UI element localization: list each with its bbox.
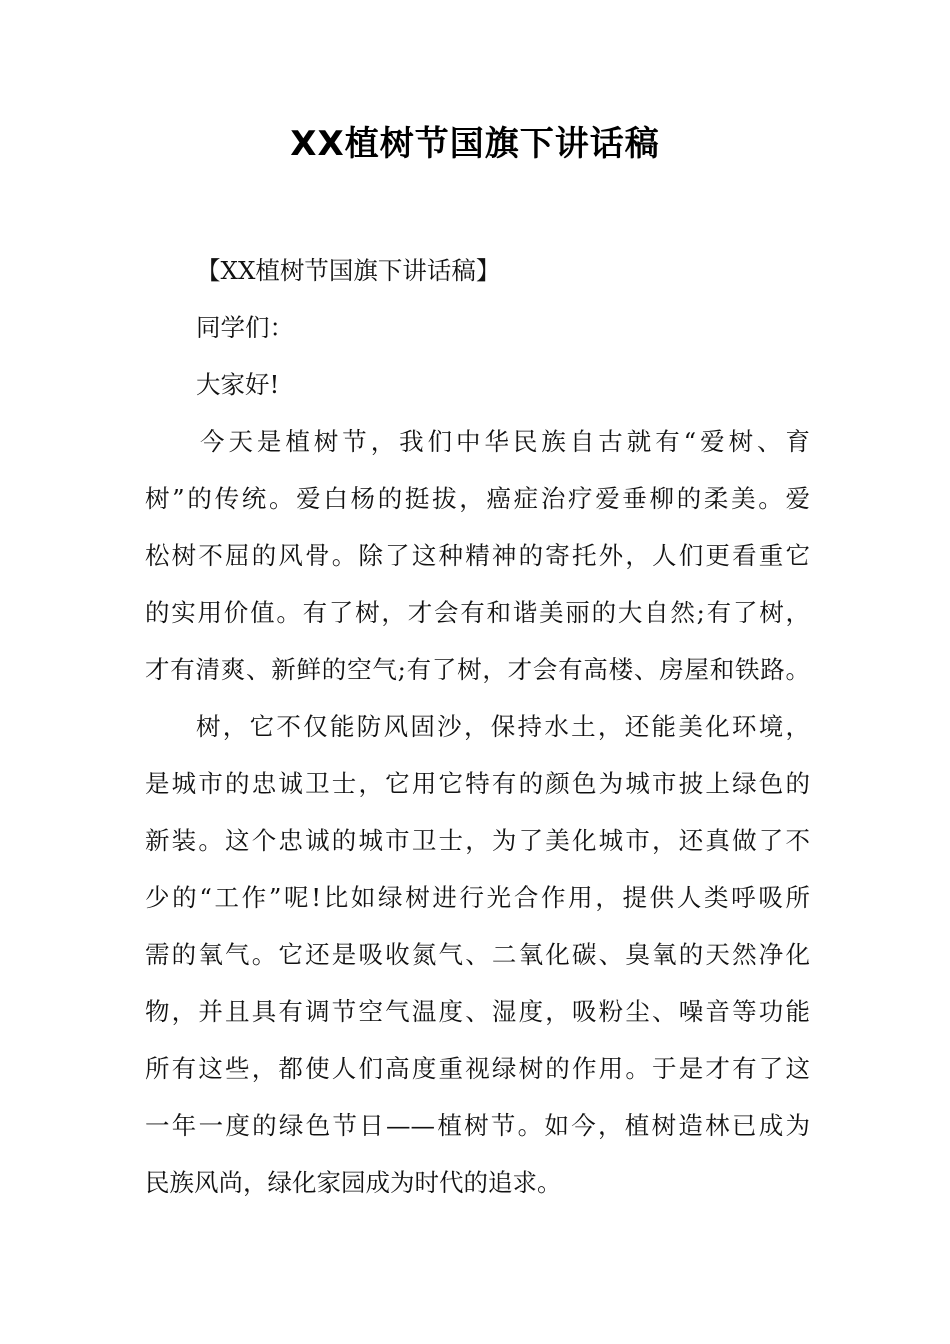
document-body (145, 242, 810, 1211)
paragraph-line: 是城市的忠诚卫士，它用它特有的颜色为城市披上绿色的 (145, 769, 810, 798)
paragraph-line: 一年一度的绿色节日——植树节。如今，植树造林已成为 (145, 1111, 810, 1140)
heading-bracket: 【XX植树节国旗下讲话稿】 (196, 256, 501, 285)
paragraph-line: 的实用价值。有了树，才会有和谐美丽的大自然;有了树， (145, 598, 810, 627)
paragraph-line: 物，并且具有调节空气温度、湿度，吸粉尘、噪音等功能 (145, 997, 810, 1026)
paragraph-1 (145, 413, 810, 698)
greeting: 大家好! (196, 370, 280, 399)
document-title: XX植树节国旗下讲话稿 (290, 124, 660, 164)
salutation: 同学们： (196, 313, 294, 342)
paragraph-2 (145, 698, 810, 1211)
paragraph-line: 树，它不仅能防风固沙，保持水土，还能美化环境， (196, 712, 810, 741)
paragraph-line: 新装。这个忠诚的城市卫士，为了美化城市，还真做了不 (145, 826, 810, 855)
paragraph-line: 树”的传统。爱白杨的挺拔，癌症治疗爱垂柳的柔美。爱 (145, 484, 810, 513)
paragraph-line: 今天是植树节，我们中华民族自古就有“爱树、育 (200, 427, 810, 456)
paragraph-line: 松树不屈的风骨。除了这种精神的寄托外，人们更看重它 (145, 541, 810, 570)
paragraph-line: 需的氧气。它还是吸收氮气、二氧化碳、臭氧的天然净化 (145, 940, 810, 969)
paragraph-line: 少的“工作”呢!比如绿树进行光合作用，提供人类呼吸所 (145, 883, 810, 912)
paragraph-line: 才有清爽、新鲜的空气;有了树，才会有高楼、房屋和铁路。 (145, 655, 810, 684)
paragraph-line: 所有这些，都使人们高度重视绿树的作用。于是才有了这 (145, 1054, 810, 1083)
paragraph-line: 民族风尚，绿化家园成为时代的追求。 (145, 1168, 562, 1197)
